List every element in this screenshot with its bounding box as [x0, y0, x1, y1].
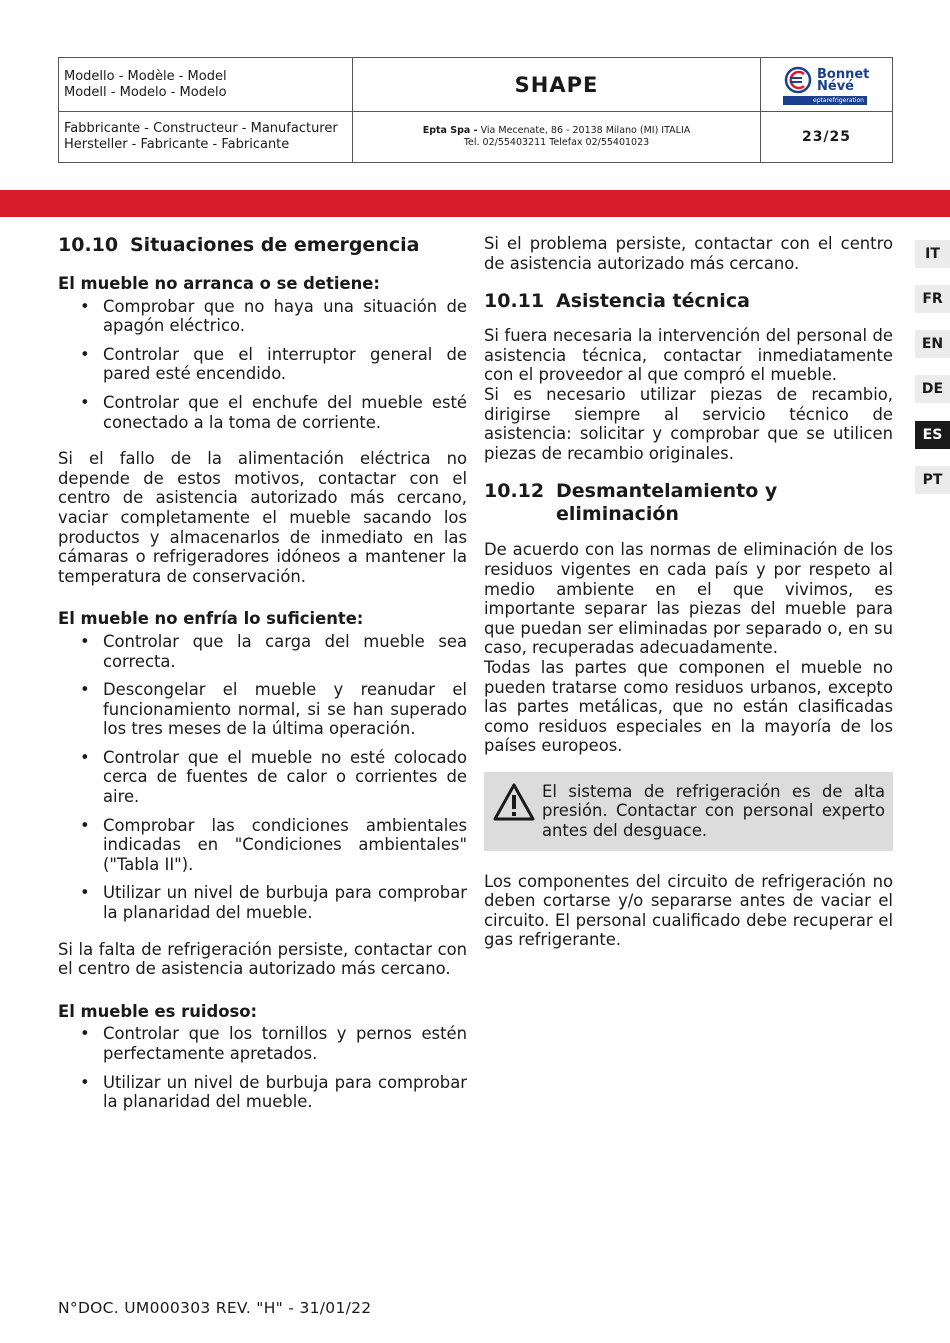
brand-logo: [761, 58, 892, 112]
section-title: Asistencia técnica: [556, 290, 750, 313]
lang-tab-pt[interactable]: PT: [915, 466, 950, 494]
list-item: • Utilizar un nivel de burbuja para comprobar la planaridad del mueble.: [58, 883, 467, 922]
list-item: • Descongelar el mueble y reanudar el funcionamiento normal, si se han superado los tres meses de la última operación.: [58, 680, 467, 739]
logo-subtitle: eptarefrigeration: [783, 96, 867, 105]
section-title: Situaciones de emergencia: [130, 234, 420, 256]
section-number: 10.12: [484, 480, 545, 503]
lang-tab-es[interactable]: ES: [915, 421, 950, 449]
model-label-line-1: Modello - Modèle - Model: [64, 69, 227, 84]
page-number: 23/25: [801, 129, 852, 145]
list-item: • Controlar que la carga del mueble sea correcta.: [58, 632, 467, 671]
list-item: • Controlar que los tornillos y pernos estén perfectamente apretados.: [58, 1024, 467, 1063]
list-item: • Controlar que el interruptor general de pared esté encendido.: [58, 345, 467, 384]
section-number: 10.11: [484, 290, 545, 313]
manufacturer-label-line-1: Fabbricante - Constructeur - Manufacturer: [64, 121, 338, 136]
lang-tab-en[interactable]: EN: [915, 330, 950, 358]
subheading-not-starting: El mueble no arranca o se detiene:: [58, 274, 380, 293]
paragraph-problem-persists: Si el problema persiste, contactar con el centro de asistencia autorizado más cercano.: [484, 234, 893, 273]
paragraph-refrigerant-gas: Los componentes del circuito de refrigeración no deben cortarse y/o separarse antes de vaciar el circuito. El personal cualificado debe recuperar el gas refrigerante.: [484, 871, 893, 950]
list-noisy: [58, 1024, 467, 1111]
subheading-noisy: El mueble es ruidoso:: [58, 1001, 258, 1021]
document-header: [58, 57, 893, 163]
lang-tab-de[interactable]: DE: [915, 375, 950, 403]
section-number: 10.10: [58, 234, 119, 256]
paragraph-spare-parts: Si es necesario utilizar piezas de recambio, dirigirse siempre al servicio técnico de asistencia: solicitar y comprobar que se utilicen piezas de recambio originales.: [484, 384, 893, 463]
list-item: • Utilizar un nivel de burbuja para comprobar la planaridad del mueble.: [58, 1073, 467, 1112]
paragraph-parts-classification: Todas las partes que componen el mueble no pueden tratarse como residuos urbanos, excepto las partes metálicas, que no están clasificadas como residuos especiales en la mayoría de los países europeos.: [484, 657, 893, 756]
section-heading-emergency: [58, 234, 467, 257]
manufacturer-phone: Tel. 02/55403211 Telefax 02/55401023: [463, 137, 650, 148]
document-number-footer: N°DOC. UM000303 REV. "H" - 31/01/22: [58, 1299, 372, 1317]
list-item: • Controlar que el mueble no esté colocado cerca de fuentes de calor o corrientes de aire.: [58, 748, 467, 807]
paragraph-cooling-persists: Si la falta de refrigeración persiste, contactar con el centro de asistencia autorizado más cercano.: [58, 939, 467, 979]
lang-tab-it[interactable]: IT: [915, 240, 950, 268]
manufacturer-address: Via Mecenate, 86 - 20138 Milano (MI) ITALIA: [477, 125, 691, 136]
manufacturer-label: [59, 112, 353, 162]
manufacturer-label-line-2: Hersteller - Fabricante - Fabricante: [64, 137, 290, 152]
list-item: • Comprobar las condiciones ambientales indicadas en "Condiciones ambientales" ("Tabla II").: [58, 816, 467, 875]
section-title: Desmantelamiento y eliminación: [556, 480, 778, 526]
model-name: SHAPE: [353, 58, 761, 112]
list-item: • Comprobar que no haya una situación de apagón eléctrico.: [58, 297, 467, 336]
subheading-not-cooling: El mueble no enfría lo suficiente:: [58, 609, 364, 629]
warning-box: [484, 772, 893, 851]
list-not-starting: [58, 297, 467, 433]
left-column: [58, 234, 467, 1121]
red-divider-bar: [0, 190, 950, 217]
logo-text-neve: Névé: [817, 79, 854, 94]
list-item: • Controlar que el enchufe del mueble esté conectado a la toma de corriente.: [58, 393, 467, 432]
section-heading-dismantling: [484, 480, 893, 526]
lang-tab-fr[interactable]: FR: [915, 285, 950, 313]
model-label: [59, 58, 353, 112]
model-label-line-2: Modell - Modelo - Modelo: [64, 85, 227, 100]
section-heading-technical-assistance: [484, 290, 893, 313]
paragraph-disposal-rules: De acuerdo con las normas de eliminación de los residuos vigentes en cada país y por respeto al medio ambiente en el que vivimos, es importante separar las piezas del mueble para que puedan ser eliminadas por separado o, en su caso, recuperadas adecuadamente.: [484, 540, 893, 658]
right-column: [484, 234, 893, 950]
paragraph-power-failure: Si el fallo de la alimentación eléctrica no depende de estos motivos, contactar con el centro de asistencia autorizado más cercano, vaciar completamente el mueble sacando los productos y almacenarlos de inmediato en las cámaras o refrigeradores idóneos a mantener la temperatura de conservación.: [58, 449, 467, 586]
euro-circle-icon: [783, 65, 815, 95]
manufacturer-name: Epta Spa -: [422, 125, 478, 136]
manufacturer-info: [353, 112, 761, 162]
warning-triangle-icon: [492, 782, 536, 841]
logo-text-bonnet: Bonnet: [817, 67, 870, 82]
list-not-cooling: [58, 632, 467, 923]
bonnet-neve-logo: [783, 65, 873, 105]
paragraph-assistance-intervention: Si fuera necesaria la intervención del personal de asistencia técnica, contactar inmediatamente con el proveedor al que compró el mueble.: [484, 326, 893, 385]
warning-text: El sistema de refrigeración es de alta presión. Contactar con personal experto antes del desguace.: [542, 781, 885, 841]
